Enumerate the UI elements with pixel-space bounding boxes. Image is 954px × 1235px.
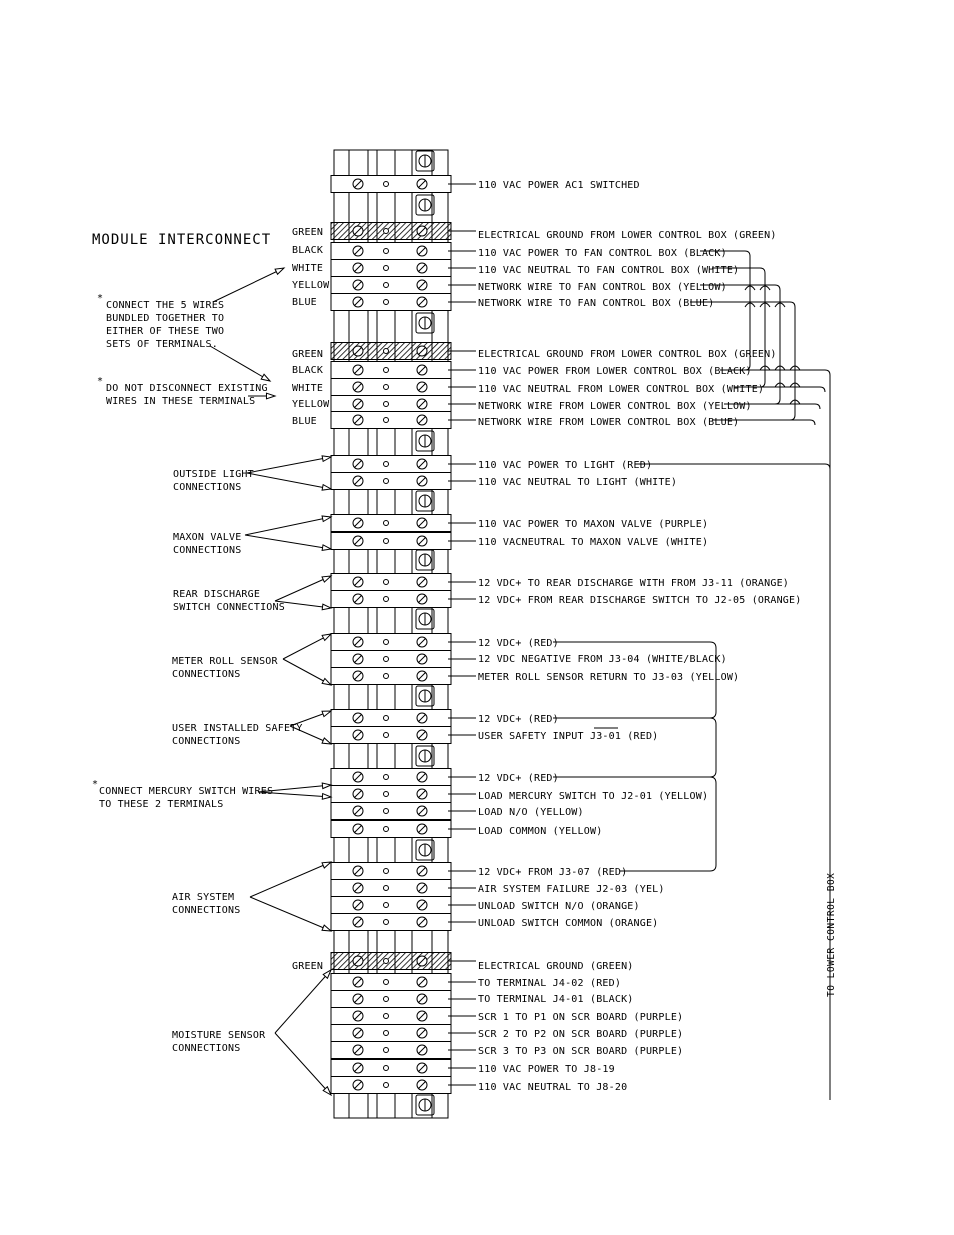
color-label-yellow-1: YELLOW [292, 280, 330, 291]
note-connect-line-1: CONNECT THE 5 WIRES [106, 300, 225, 311]
terminal-row [331, 991, 451, 1008]
terminal-label: SCR 3 TO P3 ON SCR BOARD (PURPLE) [478, 1046, 684, 1057]
terminal-row [331, 668, 451, 685]
terminal-row [331, 769, 451, 786]
group-rear-2: SWITCH CONNECTIONS [173, 602, 285, 613]
pointer-line [210, 346, 270, 381]
wire-12v-loop [553, 718, 716, 777]
terminal-label: TO TERMINAL J4-02 (RED) [478, 978, 622, 989]
terminal-label: 110 VAC NEUTRAL TO FAN CONTROL BOX (WHITE) [478, 265, 740, 276]
terminal-row [331, 574, 451, 591]
group-rear-1: REAR DISCHARGE [173, 589, 261, 600]
terminal-row [331, 294, 451, 311]
terminal-label: 12 VDC+ (RED) [478, 638, 559, 649]
terminal-row [331, 396, 451, 413]
terminal-row [331, 591, 451, 608]
terminal-label: ELECTRICAL GROUND FROM LOWER CONTROL BOX (GREEN) [478, 349, 777, 360]
terminal-row [331, 533, 451, 550]
note-donot-line-1: DO NOT DISCONNECT EXISTING [106, 383, 268, 394]
terminal-label: 12 VDC+ FROM REAR DISCHARGE SWITCH TO J2-05 (ORANGE) [478, 595, 802, 606]
arrowhead [261, 374, 270, 381]
ground-bar-icon [331, 343, 451, 360]
arrowhead [322, 634, 331, 640]
note-connect-line-4: SETS OF TERMINALS. [106, 339, 218, 350]
terminal-row [331, 710, 451, 727]
color-label-green-moisture: GREEN [292, 961, 324, 972]
arrowhead [266, 393, 275, 399]
terminal-label: LOAD COMMON (YELLOW) [478, 826, 603, 837]
arrowhead [322, 794, 331, 800]
pointer-line [250, 897, 331, 931]
terminal-label: 110 VAC NEUTRAL TO J8-20 [478, 1082, 628, 1093]
ground-bar-icon [331, 223, 451, 240]
color-label-white-1: WHITE [292, 263, 324, 274]
terminal-row [331, 914, 451, 931]
pointer-line [245, 517, 331, 535]
terminal-label: ELECTRICAL GROUND FROM LOWER CONTROL BOX (GREEN) [478, 230, 777, 241]
color-label-white-2: WHITE [292, 383, 324, 394]
terminal-row [331, 379, 451, 396]
group-mercury-2: TO THESE 2 TERMINALS [99, 799, 224, 810]
group-maxon-1: MAXON VALVE [173, 532, 242, 543]
group-outside-light-2: CONNECTIONS [173, 482, 242, 493]
group-mercury-1: CONNECT MERCURY SWITCH WIRES [99, 786, 274, 797]
arrowhead [322, 604, 331, 610]
terminal-row [331, 456, 451, 473]
terminal-row [331, 786, 451, 803]
note-connect-line-2: BUNDLED TOGETHER TO [106, 313, 225, 324]
ground-bar-icon [331, 953, 451, 970]
terminal-row [331, 515, 451, 532]
pointer-line [247, 457, 331, 473]
terminal-label: LOAD N/O (YELLOW) [478, 807, 584, 818]
to-lower-control-box-label: TO LOWER CONTROL BOX [826, 872, 837, 997]
terminal-dot [384, 349, 389, 354]
note-connect-line-3: EITHER OF THESE TWO [106, 326, 225, 337]
terminal-row [331, 1008, 451, 1025]
terminal-label: 12 VDC+ (RED) [478, 714, 559, 725]
group-meter-1: METER ROLL SENSOR [172, 656, 278, 667]
asterisk-note-3: * [92, 779, 99, 790]
arrowhead [275, 268, 284, 274]
pointer-line [275, 576, 331, 601]
group-moisture-2: CONNECTIONS [172, 1043, 241, 1054]
terminal-label: NETWORK WIRE TO FAN CONTROL BOX (YELLOW) [478, 282, 727, 293]
terminal-label: UNLOAD SWITCH N/O (ORANGE) [478, 901, 640, 912]
arrowhead [322, 576, 331, 582]
terminal-row [331, 803, 451, 820]
arrowhead [322, 862, 331, 868]
color-label-black-1: BLACK [292, 245, 324, 256]
color-label-blue-1: BLUE [292, 297, 317, 308]
arrowhead [322, 711, 331, 717]
terminal-row [331, 1060, 451, 1077]
pointer-line [213, 268, 284, 302]
terminal-label-ac1: 110 VAC POWER AC1 SWITCHED [478, 180, 640, 191]
terminal-row [331, 974, 451, 991]
terminal-label: 110 VAC POWER TO LIGHT (RED) [478, 460, 653, 471]
group-user-1: USER INSTALLED SAFETY [172, 723, 303, 734]
terminal-label: SCR 1 TO P1 ON SCR BOARD (PURPLE) [478, 1012, 684, 1023]
terminal-label: NETWORK WIRE FROM LOWER CONTROL BOX (YELLOW) [478, 401, 752, 412]
terminal-row [331, 362, 451, 379]
arrowhead [322, 738, 331, 744]
terminal-row [331, 897, 451, 914]
terminal-row [331, 277, 451, 294]
terminal-label: NETWORK WIRE FROM LOWER CONTROL BOX (BLUE) [478, 417, 740, 428]
terminal-dot [384, 229, 389, 234]
terminal-label: 110 VAC POWER TO J8-19 [478, 1064, 615, 1075]
terminal-row [331, 727, 451, 744]
terminal-label: 110 VACNEUTRAL TO MAXON VALVE (WHITE) [478, 537, 709, 548]
terminal-label: ELECTRICAL GROUND (GREEN) [478, 961, 634, 972]
arrowhead [322, 925, 331, 931]
note-donot-line-2: WIRES IN THESE TERMINALS [106, 396, 256, 407]
terminal-dot [384, 959, 389, 964]
terminal-label: USER SAFETY INPUT J3-01 (RED) [478, 731, 659, 742]
terminal-row [331, 880, 451, 897]
asterisk-note-2: * [97, 376, 104, 387]
arrowhead [322, 783, 331, 789]
terminal-row [331, 863, 451, 880]
terminal-row [331, 651, 451, 668]
group-air-2: CONNECTIONS [172, 905, 241, 916]
group-user-2: CONNECTIONS [172, 736, 241, 747]
terminal-leader-lines [448, 184, 476, 1085]
terminal-row [331, 1077, 451, 1094]
terminal-label: 110 VAC POWER TO MAXON VALVE (PURPLE) [478, 519, 709, 530]
terminal-row [331, 1042, 451, 1059]
terminal-label: 12 VDC+ TO REAR DISCHARGE WITH FROM J3-11 (ORANGE) [478, 578, 790, 589]
group-moisture-1: MOISTURE SENSOR [172, 1030, 266, 1041]
group-outside-light-1: OUTSIDE LIGHT [173, 469, 254, 480]
color-label-blue-2: BLUE [292, 416, 317, 427]
pointer-line [247, 473, 331, 489]
diagram-title: MODULE INTERCONNECT [92, 232, 272, 248]
arrowhead [322, 456, 331, 462]
wire-to-lower-box [720, 370, 830, 1100]
terminal-row [331, 176, 451, 193]
pointer-line [275, 1033, 331, 1095]
asterisk-note-1: * [97, 293, 104, 304]
terminal-label: 110 VAC NEUTRAL TO LIGHT (WHITE) [478, 477, 678, 488]
terminal-row [331, 473, 451, 490]
terminal-label: 110 VAC POWER TO FAN CONTROL BOX (BLACK) [478, 248, 727, 259]
terminal-label: NETWORK WIRE TO FAN CONTROL BOX (BLUE) [478, 298, 715, 309]
wire-light-red [635, 464, 830, 469]
arrowhead [322, 545, 331, 551]
terminal-label: LOAD MERCURY SWITCH TO J2-01 (YELLOW) [478, 791, 709, 802]
arrowhead [322, 485, 331, 491]
color-label-green-2: GREEN [292, 349, 324, 360]
terminal-row [331, 260, 451, 277]
terminal-label: 12 VDC+ (RED) [478, 773, 559, 784]
color-label-black-2: BLACK [292, 365, 324, 376]
pointer-line [245, 535, 331, 549]
terminal-label: METER ROLL SENSOR RETURN TO J3-03 (YELLOW) [478, 672, 740, 683]
group-maxon-2: CONNECTIONS [173, 545, 242, 556]
group-meter-2: CONNECTIONS [172, 669, 241, 680]
terminal-label: 12 VDC NEGATIVE FROM J3-04 (WHITE/BLACK) [478, 654, 727, 665]
arrowhead [322, 678, 331, 685]
terminal-label: SCR 2 TO P2 ON SCR BOARD (PURPLE) [478, 1029, 684, 1040]
terminal-label: 110 VAC NEUTRAL FROM LOWER CONTROL BOX (WHITE) [478, 384, 765, 395]
terminal-label: TO TERMINAL J4-01 (BLACK) [478, 994, 634, 1005]
terminal-label: 12 VDC+ FROM J3-07 (RED) [478, 867, 628, 878]
terminal-row [331, 634, 451, 651]
terminal-label: UNLOAD SWITCH COMMON (ORANGE) [478, 918, 659, 929]
color-label-yellow-2: YELLOW [292, 399, 330, 410]
terminal-label: 110 VAC POWER FROM LOWER CONTROL BOX (BLACK) [478, 366, 752, 377]
terminal-row [331, 821, 451, 838]
terminal-row [331, 412, 451, 429]
color-label-green-1: GREEN [292, 227, 324, 238]
group-air-1: AIR SYSTEM [172, 892, 235, 903]
terminal-strip [331, 150, 451, 1118]
arrowhead [322, 516, 331, 522]
pointer-line [250, 862, 331, 897]
terminal-row [331, 243, 451, 260]
terminal-label: AIR SYSTEM FAILURE J2-03 (YEL) [478, 884, 665, 895]
pointer-line [275, 970, 331, 1033]
terminal-row [331, 1025, 451, 1042]
